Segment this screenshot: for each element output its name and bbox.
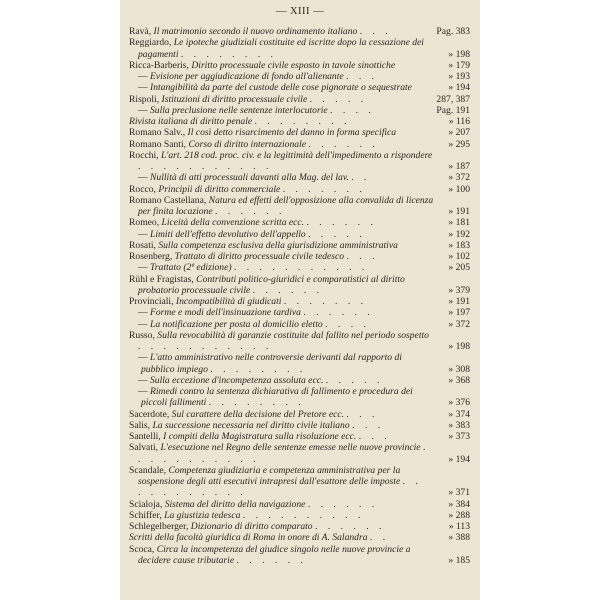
entry-page-reference: » 383: [448, 419, 470, 431]
entry-title: Rimedi contro la sentenza dichiarativa di fallimento e procedura dei piccoli fallimenti: [141, 386, 413, 409]
bibliography-entry: [129, 139, 474, 150]
entry-page-reference: » 288: [448, 509, 470, 521]
entry-page-reference: » 372: [448, 172, 470, 184]
leader-dots: . . . . . .: [215, 206, 286, 217]
entry-title: L'art. 218 cod. proc. civ. e la legittimità dell'impedimento a rispondere: [160, 149, 433, 161]
entry-page-reference: » 192: [448, 228, 470, 240]
leader-dots: . . . . .: [325, 374, 384, 386]
entry-author: Rispoli,: [129, 93, 160, 105]
bibliography-entry: [129, 442, 474, 465]
entry-title: Limiti dell'effetto devolutivo dell'appello: [150, 228, 306, 240]
entry-title: Principii di diritto commerciale: [158, 183, 281, 195]
entry-page-reference: » 194: [448, 82, 470, 94]
entry-page-reference: » 181: [448, 217, 470, 229]
entry-page-reference: » 379: [448, 284, 470, 296]
entry-title: Le ipoteche giudiziali costituite ed iscritte dopo la cessazione dei pagamenti: [138, 37, 424, 60]
entry-page-reference: » 194: [448, 453, 470, 465]
bibliography-entry: [129, 195, 474, 218]
leader-dots: . . . . . .: [306, 217, 377, 229]
bibliography-entry: [129, 229, 474, 240]
bibliography-entry: [129, 431, 474, 442]
entry-author: Salis,: [129, 419, 151, 431]
entry-page-reference: » 183: [448, 239, 470, 251]
leader-dots: . . . . . . . . . . .: [138, 476, 422, 499]
entry-title: Natura ed effetti dell'opposizione alla convalida di licenza per finita locazione: [138, 194, 434, 217]
bibliography-entry: [129, 330, 474, 353]
entry-title: L'esecuzione nel Regno delle sentenze emesse nelle nuove provincie: [160, 442, 421, 454]
bibliography-entry: [129, 94, 474, 105]
right-margin: [480, 0, 600, 600]
entry-page-reference: » 308: [448, 363, 470, 375]
entry-page-reference: » 371: [448, 487, 470, 499]
entry-page-reference: » 116: [448, 116, 470, 127]
entry-page-reference: » 368: [448, 374, 470, 386]
entry-author: Ravà,: [129, 26, 152, 37]
entry-author: Rocco,: [129, 183, 156, 195]
entry-title: Sulla eccezione d'incompetenza assoluta ecc.: [150, 374, 324, 386]
bibliography-entry: [129, 262, 474, 273]
bibliography-entry: [129, 116, 474, 127]
entry-page-reference: » 179: [448, 59, 470, 71]
entry-author: —: [138, 82, 148, 94]
bibliography-entry: [129, 465, 474, 499]
bibliography-entry: [129, 274, 474, 297]
leader-dots: . . . . . .: [236, 554, 307, 566]
entry-title: La giustizia tedesca: [164, 509, 241, 521]
leader-dots: . . . . . . . . . . .: [138, 161, 273, 172]
bibliography-entry: [129, 409, 474, 420]
entry-page-reference: 287, 387: [436, 93, 470, 105]
leader-dots: . . . .: [325, 318, 370, 330]
entry-title: Nullità di atti processuali davanti alla Mag. del lav.: [150, 172, 349, 184]
entry-author: —: [138, 386, 148, 397]
left-margin: [0, 0, 120, 600]
entry-page-reference: » 197: [448, 307, 470, 319]
entry-page-reference: » 113: [448, 521, 470, 532]
entry-page-reference: » 388: [448, 532, 470, 544]
entry-author: Schlegelberger,: [129, 521, 189, 532]
leader-dots: . . .: [346, 71, 379, 82]
entry-page-reference: » 373: [448, 431, 470, 442]
entry-page-reference: » 102: [448, 251, 470, 262]
entry-author: Ricca-Barberis,: [129, 59, 189, 71]
entry-title: Trattato (2ª edizione): [150, 262, 232, 274]
entry-author: —: [138, 307, 148, 319]
leader-dots: . . .: [358, 431, 391, 442]
entry-author: Provinciali,: [129, 296, 174, 307]
leader-dots: . .: [351, 172, 371, 184]
entry-page-reference: » 374: [448, 408, 470, 420]
bibliography-entry: [129, 26, 474, 37]
entry-title: Sul carattere della decisione del Pretore ecc.: [171, 408, 344, 420]
entry-title: La successione necessaria nel diritto civile italiano: [152, 419, 350, 431]
entry-author: Romano Santi,: [129, 138, 187, 150]
leader-dots: . . .: [359, 26, 392, 37]
leader-dots: . . . . . . . .: [208, 397, 305, 409]
bibliography-entry: [129, 217, 474, 228]
entry-title: Dizionario di diritto comparato: [190, 521, 313, 532]
entry-author: Rühl e Fragistas,: [129, 273, 194, 285]
entry-author: —: [138, 352, 148, 364]
entry-title: Evisione per aggiudicazione di fondo all'alienante: [150, 71, 344, 82]
bibliography-index: [129, 26, 474, 566]
entry-author: —: [138, 172, 148, 184]
entry-title: Competenza giudiziaria e competenza amministrativa per la sospensione degli atti esecutivi intrapresi dall'esattore delle imposte: [138, 464, 401, 487]
entry-title: Intangibilità da parte del custode delle cose pignorate o sequestrate: [150, 82, 412, 94]
bibliography-entry: [129, 82, 474, 93]
bibliography-entry: [129, 150, 474, 173]
entry-author: Scialoja,: [129, 498, 163, 510]
bibliography-entry: [129, 420, 474, 431]
leader-dots: . . . . . . . . . . .: [138, 442, 430, 465]
entry-title: La notificazione per posta al domicilio eletto: [150, 318, 323, 330]
entry-page-reference: » 198: [448, 48, 470, 60]
leader-dots: . . . . . .: [303, 307, 374, 319]
leader-dots: . . . . . . . . . .: [242, 509, 365, 521]
entry-author: —: [138, 374, 148, 386]
leader-dots: . . . . . . .: [283, 296, 368, 307]
leader-dots: . . . . . .: [252, 284, 324, 296]
bibliography-entry: [129, 352, 474, 375]
leader-dots: . . . . . .: [307, 498, 379, 510]
leader-dots: . . . . . . . .: [210, 363, 307, 375]
entry-title: Diritto processuale civile esposto in tavole sinottiche: [191, 59, 396, 71]
entry-title: L'atto amministrativo nelle controversie derivanti dal rapporto di pubblico impiego: [141, 352, 402, 375]
leader-dots: . . . . . .: [315, 521, 386, 532]
entry-author: —: [138, 104, 148, 116]
leader-dots: . . . . . . . .: [254, 116, 351, 127]
entry-author: Scoca,: [129, 543, 155, 555]
bibliography-entry: [129, 307, 474, 318]
entry-title: Sistema del diritto della navigazione: [164, 498, 306, 510]
entry-page-reference: » 295: [448, 138, 470, 150]
leader-dots: . . . . . . . . . . .: [233, 262, 369, 274]
entry-page-reference: Pag. 383: [436, 26, 470, 37]
entry-page-reference: » 205: [448, 262, 470, 274]
bibliography-entry: [129, 105, 474, 116]
bibliography-entry: [129, 521, 474, 532]
entry-title: Sulla preclusione nelle sentenze interlocutorie: [150, 104, 328, 116]
entry-page-reference: » 207: [448, 127, 470, 139]
leader-dots: . . . . . .: [308, 138, 379, 150]
entry-author: —: [138, 228, 148, 240]
entry-author: Romano Salv.,: [129, 127, 186, 139]
entry-author: Schiffer,: [129, 509, 162, 521]
entry-page-reference: » 100: [448, 183, 470, 195]
leader-dots: . . .: [352, 419, 385, 431]
bibliography-entry: [129, 127, 474, 138]
bibliography-entry: [129, 37, 474, 60]
entry-title: Il matrimonio secondo il nuovo ordinamento italiano: [153, 26, 358, 37]
bibliography-entry: [129, 386, 474, 409]
entry-page-reference: » 198: [448, 341, 470, 352]
entry-author: —: [138, 71, 148, 82]
bibliography-entry: [129, 71, 474, 82]
leader-dots: . . . . . . . .: [180, 48, 277, 60]
entry-title: Istituzioni di diritto processuale civile: [161, 93, 308, 105]
entry-title: Scritti della facoltà giuridica di Roma in onore di A. Salandra: [129, 532, 368, 544]
entry-author: Romano Castellana,: [129, 194, 207, 206]
entry-page-reference: » 191: [448, 296, 470, 307]
entry-author: Rosenberg,: [129, 251, 173, 262]
entry-author: Reggiardo,: [129, 37, 172, 49]
bibliography-entry: [129, 499, 474, 510]
entry-author: Santelli,: [129, 431, 161, 442]
entry-author: —: [138, 262, 148, 274]
entry-title: Incompatibilità di giudicati: [175, 296, 282, 307]
entry-title: Il così detto risarcimento del danno in forma specifica: [187, 127, 397, 139]
entry-page-reference: » 187: [448, 161, 470, 172]
entry-title: Trattato di diritto processuale civile tedesco: [174, 251, 345, 262]
entry-author: Scandale,: [129, 464, 167, 476]
entry-page-reference: » 185: [448, 554, 470, 566]
entry-page-reference: » 191: [448, 206, 470, 217]
entry-author: —: [138, 318, 148, 330]
leader-dots: . . .: [346, 251, 379, 262]
leader-dots: . . . . .: [309, 93, 368, 105]
bibliography-entry: [129, 172, 474, 183]
bibliography-entry: [129, 319, 474, 330]
entry-title: I compiti della Magistratura sulla risoluzione ecc.: [163, 431, 357, 442]
entry-page-reference: » 384: [448, 498, 470, 510]
leader-dots: . . . .: [330, 104, 375, 116]
entry-author: Sacerdote,: [129, 408, 170, 420]
entry-title: Corso di diritto internazionale: [188, 138, 306, 150]
leader-dots: . .: [369, 532, 390, 544]
entry-title: Sulla revocabilità di garanzie costituite dal fallito nel periodo sospetto: [157, 329, 429, 341]
bibliography-entry: [129, 60, 474, 71]
entry-title: Forme e modi dell'insinuazione tardiva: [150, 307, 301, 319]
bibliography-entry: [129, 184, 474, 195]
leader-dots: . . . . . . . . . . .: [138, 341, 273, 352]
bibliography-entry: [129, 544, 474, 567]
page-number-header: — XIII —: [275, 6, 325, 17]
entry-author: Rosati,: [129, 239, 156, 251]
entry-title: Liceità della convenzione scritta ecc.: [161, 217, 305, 229]
bibliography-entry: [129, 510, 474, 521]
entry-author: Romeo,: [129, 217, 160, 229]
leader-dots: . . .: [346, 408, 379, 420]
bibliography-entry: [129, 296, 474, 307]
bibliography-entry: [129, 375, 474, 386]
leader-dots: . . . . . . .: [282, 183, 366, 195]
entry-page-reference: » 372: [448, 318, 470, 330]
leader-dots: . . . . .: [308, 228, 366, 240]
bibliography-entry: [129, 532, 474, 543]
entry-title: Circa la incompetenza del giudice singolo nelle nuove provincie a decidere cause tributarie: [138, 543, 411, 566]
entry-title: Contributi politico-giuridici e comparatistici al diritto probatorio processuale civile: [138, 273, 405, 296]
entry-title: Sulla competenza esclusiva della giurisdizione amministrativa: [158, 239, 398, 251]
bibliography-entry: [129, 251, 474, 262]
entry-author: Russo,: [129, 329, 155, 341]
entry-page-reference: » 376: [448, 397, 470, 409]
bibliography-entry: [129, 240, 474, 251]
entry-page-reference: Pag. 191: [436, 104, 470, 116]
entry-author: Rocchi,: [129, 149, 159, 161]
book-page: [120, 0, 480, 600]
entry-page-reference: » 193: [448, 71, 470, 82]
entry-title: Rivista italiana di diritto penale: [129, 116, 253, 127]
entry-author: Salvati,: [129, 442, 159, 454]
